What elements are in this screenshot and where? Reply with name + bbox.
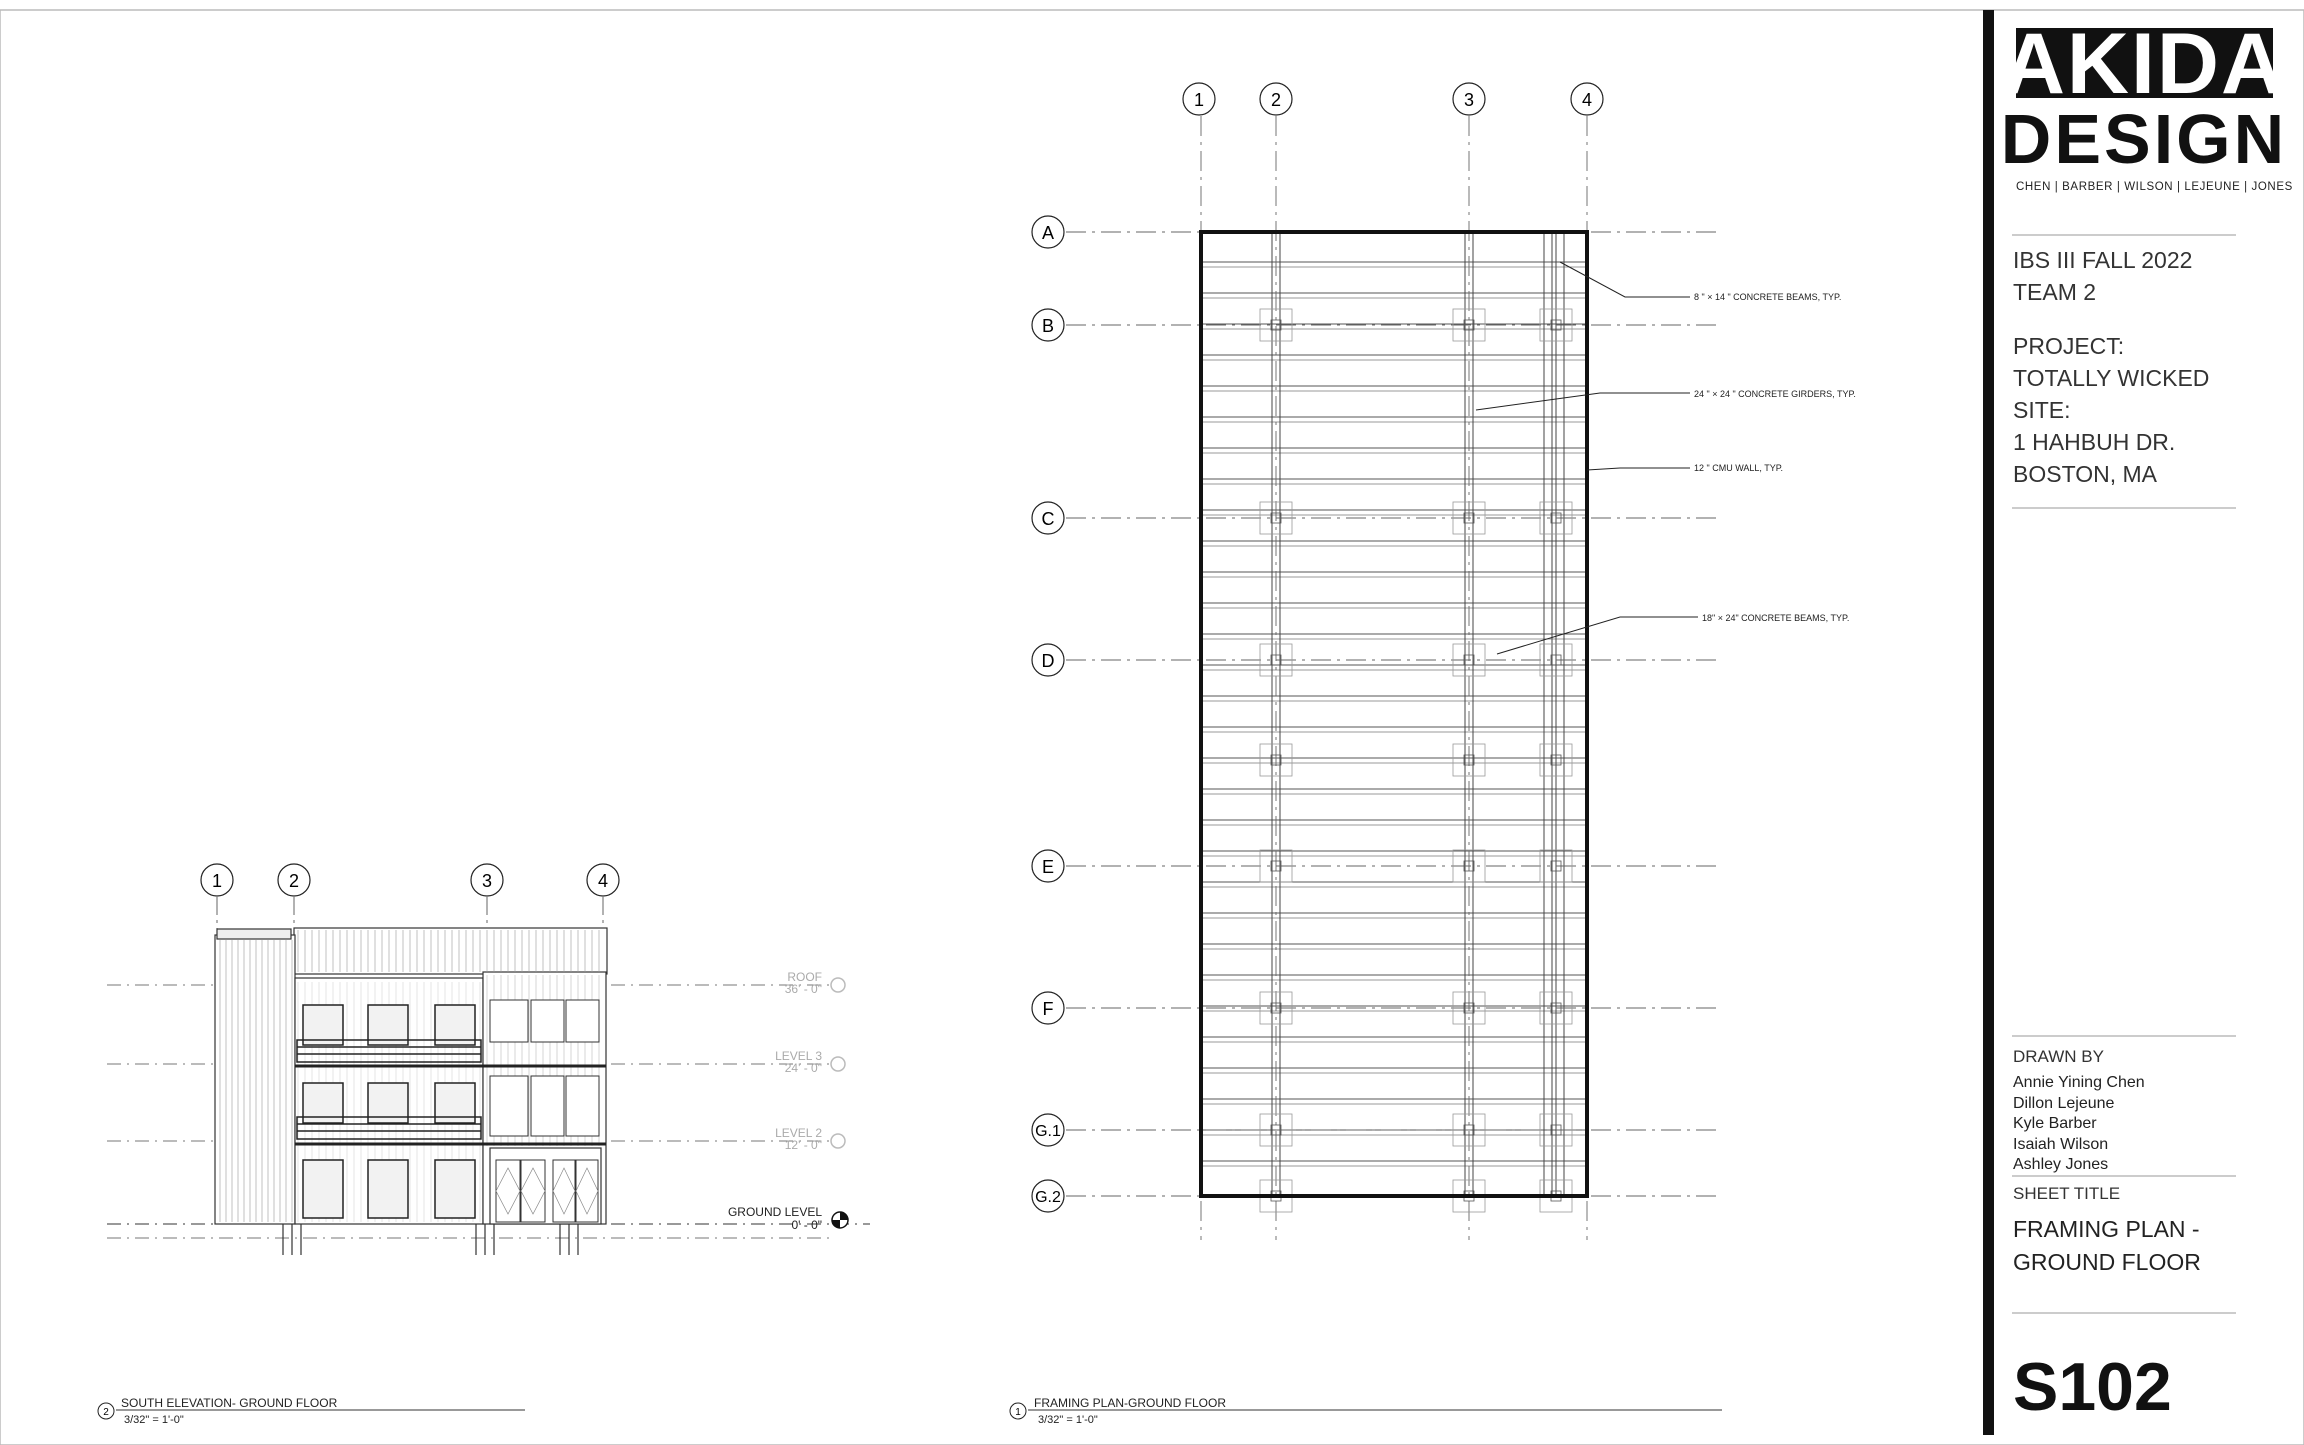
plan-grid-bubble <box>1032 1180 1064 1212</box>
sheet-title-line1: FRAMING PLAN - <box>2013 1216 2200 1242</box>
leader-line <box>1587 468 1690 470</box>
drawn-by-name: Dillon Lejeune <box>2013 1095 2115 1112</box>
note-beams-8x14: 8 " × 14 " CONCRETE BEAMS, TYP. <box>1694 292 1842 302</box>
caption-title: SOUTH ELEVATION- GROUND FLOOR <box>121 1396 338 1410</box>
level-elev: 36' - 0" <box>784 982 822 996</box>
elev-grid-bubble <box>471 864 503 896</box>
curtain-wall-panel <box>531 1076 564 1136</box>
elevation-caption <box>98 1396 525 1426</box>
south-elevation <box>98 864 870 1426</box>
plan-grid-lines <box>1066 116 1720 1240</box>
drawn-by-name: Kyle Barber <box>2013 1115 2097 1132</box>
plan-beams <box>1201 262 1587 1166</box>
level-elev: 12' - 0" <box>784 1138 822 1152</box>
team-label: TEAM 2 <box>2013 279 2097 305</box>
grid-label: 2 <box>1270 90 1282 110</box>
window <box>303 1160 343 1218</box>
storefront-door <box>521 1160 545 1222</box>
plan-grid-bubble <box>1032 502 1064 534</box>
plan-girders <box>1272 232 1564 1196</box>
note-girders-24x24: 24 " × 24 " CONCRETE GIRDERS, TYP. <box>1694 389 1856 399</box>
curtain-wall-panel <box>490 1076 528 1136</box>
leader-line <box>1497 617 1698 654</box>
leader-line <box>1476 393 1690 410</box>
plan-grid-bubble <box>1032 309 1064 341</box>
grid-label: E <box>1041 857 1055 877</box>
site-label: SITE: <box>2013 397 2071 423</box>
title-block-bar <box>1983 10 1994 1435</box>
framing-plan <box>1010 83 1856 1426</box>
project-name: TOTALLY WICKED <box>2013 365 2210 391</box>
plan-grid-bubble <box>1032 216 1064 248</box>
storefront-door <box>576 1160 598 1222</box>
sheet-title-label: SHEET TITLE <box>2013 1184 2121 1203</box>
level-name: LEVEL 2 <box>775 1126 822 1140</box>
grid-label: 1 <box>211 871 223 891</box>
level-target-icon <box>832 1212 848 1228</box>
plan-grid-bubble <box>1032 1114 1064 1146</box>
window <box>435 1005 475 1045</box>
elev-grid-bubble <box>278 864 310 896</box>
elev-grid-lines <box>217 897 603 930</box>
level-elev: 0' - 0" <box>791 1218 822 1232</box>
sheet-border <box>0 10 2304 1445</box>
level-target-icon <box>831 1134 845 1148</box>
plan-grid-bubble <box>1032 992 1064 1024</box>
grid-label: A <box>1041 223 1055 243</box>
plan-grid-bubble <box>1260 83 1292 115</box>
grid-label: F <box>1042 999 1054 1019</box>
drawn-by-label: DRAWN BY <box>2013 1047 2104 1066</box>
level-name: GROUND LEVEL <box>727 1205 822 1219</box>
grid-label: G.1 <box>1035 1123 1061 1140</box>
plan-grid-bubble <box>1032 850 1064 882</box>
curtain-wall-panel <box>531 1000 564 1042</box>
sheet-title-line2: GROUND FLOOR <box>2013 1249 2201 1275</box>
grid-label: B <box>1041 316 1055 336</box>
level-name: ROOF <box>787 970 822 984</box>
grid-label: D <box>1041 651 1055 671</box>
plan-columns <box>1260 309 1572 1212</box>
window <box>368 1005 408 1045</box>
logo-akida: AKIDA <box>2002 16 2286 112</box>
plan-cmu-wall-outline <box>1201 232 1587 1196</box>
curtain-wall-panel <box>490 1000 528 1042</box>
grid-label: 3 <box>481 871 493 891</box>
plan-grid-bubble <box>1453 83 1485 115</box>
elev-grid-bubble <box>201 864 233 896</box>
caption-number: 1 <box>1015 1407 1021 1418</box>
grid-label: 4 <box>597 871 609 891</box>
window <box>368 1160 408 1218</box>
plan-caption <box>1010 1396 1722 1426</box>
grid-label: G.2 <box>1035 1189 1061 1206</box>
parapet <box>217 929 291 939</box>
title-block <box>1983 10 2293 1435</box>
drawn-by-name: Isaiah Wilson <box>2013 1136 2109 1153</box>
caption-scale: 3/32" = 1'-0" <box>124 1414 184 1426</box>
grid-label: 2 <box>288 871 300 891</box>
project-label: PROJECT: <box>2013 333 2125 359</box>
site-line1: 1 HAHBUH DR. <box>2013 429 2176 455</box>
note-cmu-wall: 12 " CMU WALL, TYP. <box>1694 463 1784 473</box>
grid-label: 1 <box>1193 90 1205 110</box>
level-elev: 24' - 0" <box>784 1061 822 1075</box>
caption-number: 2 <box>103 1407 109 1418</box>
site-line2: BOSTON, MA <box>2013 461 2157 487</box>
logo-design: DESIGN <box>2000 100 2288 178</box>
grid-label: C <box>1041 509 1055 529</box>
foundation-piles <box>283 1224 578 1255</box>
caption-scale: 3/32" = 1'-0" <box>1038 1414 1098 1426</box>
drawn-by-name: Annie Yining Chen <box>2013 1074 2145 1091</box>
grid-label: 3 <box>1463 90 1475 110</box>
level-name: LEVEL 3 <box>775 1049 822 1063</box>
storefront-door <box>553 1160 575 1222</box>
level-target-icon <box>831 1057 845 1071</box>
plan-grid-bubble <box>1032 644 1064 676</box>
storefront-door <box>496 1160 520 1222</box>
plan-grid-bubble <box>1571 83 1603 115</box>
team-names: CHEN | BARBER | WILSON | LEJEUNE | JONES <box>2016 181 2293 193</box>
curtain-wall-panel <box>566 1000 599 1042</box>
drawn-by-name: Ashley Jones <box>2013 1156 2109 1173</box>
course-label: IBS III FALL 2022 <box>2013 247 2193 273</box>
sheet-number: S102 <box>2013 1349 2172 1425</box>
level-target-icon <box>831 978 845 992</box>
note-beams-18x24: 18" × 24" CONCRETE BEAMS, TYP. <box>1702 613 1850 623</box>
left-tower <box>215 935 295 1224</box>
caption-title: FRAMING PLAN-GROUND FLOOR <box>1034 1396 1227 1410</box>
roof-volume <box>294 928 607 974</box>
curtain-wall-panel <box>566 1076 599 1136</box>
plan-grid-bubble <box>1183 83 1215 115</box>
window <box>435 1160 475 1218</box>
grid-label: 4 <box>1581 90 1593 110</box>
elev-grid-bubble <box>587 864 619 896</box>
window <box>303 1005 343 1045</box>
